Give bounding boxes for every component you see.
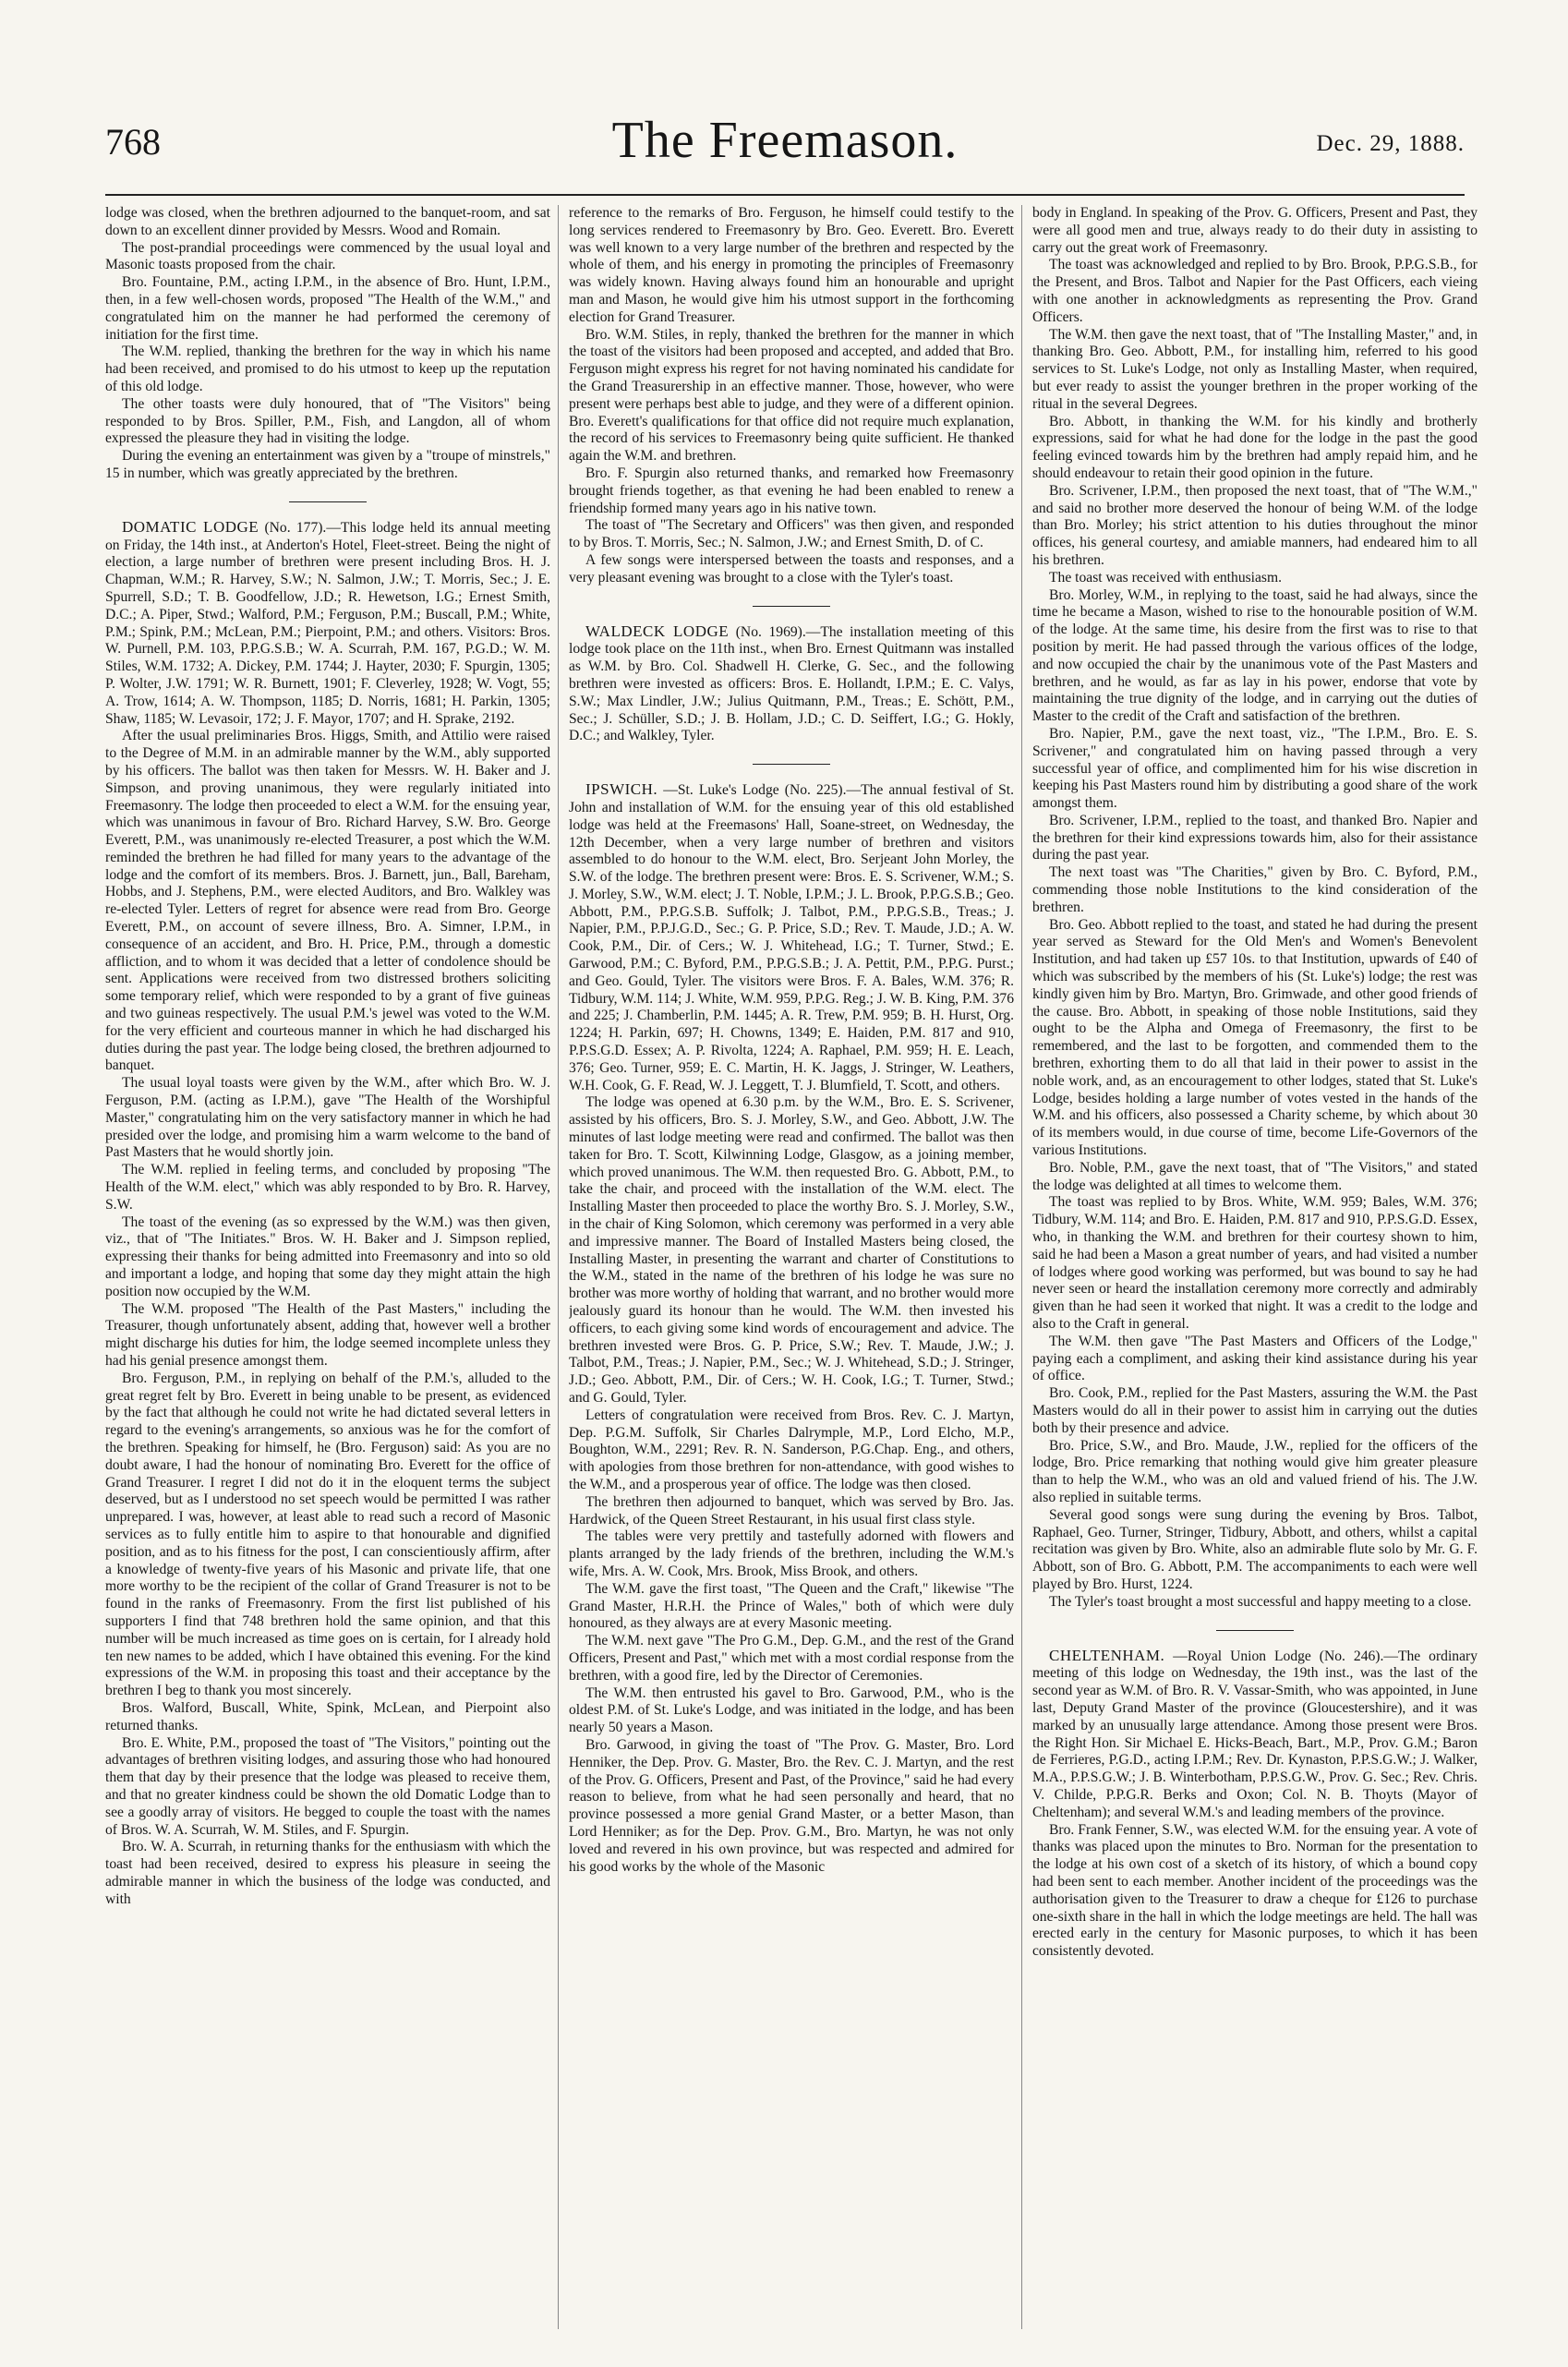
paragraph-text: The toast was replied to by Bros. White, W.M. 959; Bales, W.M. 376; Tidbury, W.M. 114; and Bro. E. Haiden, P.M. 817 and 910, P.P.S.G.D. Essex, who, in thanking the W.M. and brethren for their courtesy shown to him, said he had been a Mason a great number of years, and had visited a number of lodges where good working was performed, but was bound to say he had never seen or heard the installation ceremony more correctly and admirably given than he had seen it worked that night. It was a credit to the lodge and also to the Craft in general. bbox=[1032, 1194, 1478, 1332]
paragraph-text: Bro. Fountaine, P.M., acting I.P.M., in the absence of Bro. Hunt, I.P.M., then, in a few well-chosen words, proposed "The Health of the W.M.," and congratulated him on the manner he had performed the ceremony of initiation for the first time. bbox=[105, 274, 550, 343]
article-paragraph bbox=[105, 1162, 550, 1214]
paragraph-text: Bro. F. Spurgin also returned thanks, and remarked how Freemasonry brought friends together, as that evening he had been enabled to renew a friendship formed many years ago in his native town. bbox=[569, 465, 1014, 516]
article-paragraph bbox=[1032, 1594, 1478, 1612]
article-paragraph bbox=[105, 1214, 550, 1301]
paragraph-text: Bro. Morley, W.M., in replying to the toast, said he had always, since the time he became a Mason, wished to rise to the honourable position of W.M. of the lodge. At the same time, his desire from the first was to rise to that position by merit. He had passed through the various offices of the lodge, and now occupied the chair by the unanimous vote of the Past Masters and brethren, and he would, as far as lay in his power, endorse that vote by maintaining the true dignity of the lodge, and in carrying out the duties of Master to the credit of the Craft and satisfaction of the brethren. bbox=[1032, 586, 1478, 725]
paragraph-text: The toast of "The Secretary and Officers" was then given, and responded to by Bros. T. Morris, Sec.; N. Salmon, J.W.; and Ernest Smith, D. of C. bbox=[569, 517, 1014, 551]
paragraph-text: The W.M. then gave the next toast, that of "The Installing Master," and, in thanking Bro. Geo. Abbott, P.M., for installing him, referred to his good services to St. Luke's Lodge, not only as Installing Master, when required, but ever ready to assist the younger brethren in the proper working of the ritual in the several Degrees. bbox=[1032, 326, 1478, 412]
paragraph-text: Bro. E. White, P.M., proposed the toast of "The Visitors," pointing out the advantages of brethren visiting lodges, and assuring those who had honoured them that day by their presence that the lodge was pleased to receive them, and that no greater kindness could be shown the old Domatic Lodge than to see a goodly array of visitors. He begged to couple the toast with the names of Bros. W. A. Scurrah, W. M. Stiles, and F. Spurgin. bbox=[105, 1734, 550, 1838]
paragraph-text: The W.M. then entrusted his gavel to Bro. Garwood, P.M., who is the oldest P.M. of St. Luke's Lodge, and was initiated in the lodge, and has been nearly 50 years a Mason. bbox=[569, 1685, 1014, 1736]
section-divider bbox=[753, 764, 830, 765]
paragraph-text: Bro. Garwood, in giving the toast of "The Prov. G. Master, Bro. Lord Henniker, the Dep. Prov. G. Master, Bro. the Rev. C. J. Martyn, and the rest of the Prov. G. Officers, Present and Past, of the Province," said he had every reason to believe, from what he had seen personally and heard, that no province possessed a more genial Grand Master, or a better Mason, than Lord Henniker; as for the Dep. Prov. G.M., Bro. Martyn, he was not only loved and revered in his own province, but was respected and admired for his good works by the whole of the Masonic bbox=[569, 1736, 1014, 1875]
article-paragraph bbox=[569, 1407, 1014, 1494]
column-3 bbox=[1032, 205, 1478, 2329]
paragraph-text: The W.M. next gave "The Pro G.M., Dep. G.M., and the rest of the Grand Officers, Present and Past," which met with a most cordial response from the brethren, with a good fire, led by the Director of Ceremonies. bbox=[569, 1633, 1014, 1684]
article-paragraph bbox=[105, 344, 550, 395]
paragraph-text: The Tyler's toast brought a most successful and happy meeting to a close. bbox=[1049, 1593, 1472, 1610]
paragraph-text: Bro. Price, S.W., and Bro. Maude, J.W., replied for the officers of the lodge, Bro. Price remarking that nothing would give him greater pleasure than to help the W.M., who was an old and valued friend of his. The J.W. also replied in suitable terms. bbox=[1032, 1437, 1478, 1505]
article-paragraph bbox=[1032, 205, 1478, 257]
lodge-heading: WALDECK LODGE bbox=[585, 622, 730, 640]
paragraph-text: Bro. Cook, P.M., replied for the Past Masters, assuring the W.M. the Past Masters would do all in their power to assist him in carrying out the duties both by their presence and advice. bbox=[1032, 1385, 1478, 1436]
article-paragraph bbox=[569, 1633, 1014, 1685]
page-number: 768 bbox=[105, 121, 161, 163]
article-paragraph bbox=[1032, 257, 1478, 326]
lodge-heading: DOMATIC LODGE bbox=[122, 517, 259, 536]
paragraph-text: The usual loyal toasts were given by the W.M., after which Bro. W. J. Ferguson, P.M. (acting as I.P.M.), gave "The Health of the Worshipful Master," congratulating him on the very satisfactory manner in which he had presided over the lodge, and promising him a warm welcome to the band of Past Masters that he would shortly join. bbox=[105, 1075, 550, 1161]
article-paragraph bbox=[105, 728, 550, 1075]
column-2 bbox=[569, 205, 1014, 2329]
section-divider bbox=[289, 501, 367, 502]
article-paragraph bbox=[1032, 917, 1478, 1160]
article-paragraph bbox=[1032, 1194, 1478, 1333]
article-paragraph bbox=[1032, 587, 1478, 726]
paragraph-text: The next toast was "The Charities," given by Bro. C. Byford, P.M., commending those noble Institutions to the kind consideration of the brethren. bbox=[1032, 864, 1478, 915]
article-paragraph bbox=[569, 205, 1014, 327]
paragraph-text: The brethren then adjourned to banquet, which was served by Bro. Jas. Hardwick, of the Queen Street Restaurant, in his usual first class style. bbox=[569, 1493, 1014, 1528]
article-paragraph bbox=[105, 448, 550, 483]
article-paragraph bbox=[1032, 864, 1478, 916]
masthead bbox=[105, 111, 1465, 196]
paragraph-text: A few songs were interspersed between the toasts and responses, and a very pleasant evening was brought to a close with the Tyler's toast. bbox=[569, 551, 1014, 586]
issue-date: Dec. 29, 1888. bbox=[1316, 131, 1465, 156]
paragraph-text: Bro. Scrivener, I.P.M., then proposed the next toast, that of "The W.M.," and said no brother more deserved the honour of being W.M. of the lodge than Bro. Morley; his strict attention to his duties throughout the minor offices, his general courtesy, and amiable manners, had endeared him to all his brethren. bbox=[1032, 482, 1478, 568]
paragraph-text: reference to the remarks of Bro. Ferguson, he himself could testify to the long services rendered to Freemasonry by Bro. Geo. Everett. Bro. Everett was well known to a very large number of the brethren and respected by the whole of them, and his energy in promoting the principles of Freemasonry was widely known. Having always found him an honourable and upright man and Mason, he would give him his utmost support in the forthcoming election for Grand Treasurer. bbox=[569, 205, 1014, 325]
article-paragraph bbox=[1032, 1822, 1478, 1961]
newspaper-title: The Freemason. bbox=[611, 112, 959, 169]
article-paragraph bbox=[105, 1735, 550, 1840]
article-lead-paragraph bbox=[1032, 1648, 1478, 1822]
paragraph-text: Bro. Abbott, in thanking the W.M. for his kindly and brotherly expressions, said for what he had done for the lodge in the past the good feeling evinced towards him by the brethren had amply repaid him, and he should endeavour to retain their good opinion in the future. bbox=[1032, 413, 1478, 481]
article-paragraph bbox=[569, 517, 1014, 552]
article-paragraph bbox=[569, 1737, 1014, 1876]
paragraph-text: (No. 1969).—The installation meeting of this lodge took place on the 11th inst., when Bro. Ernest Quitmann was installed as W.M. by Bro. Col. Shadwell H. Clerke, G. Sec., and the following brethren were invested as officers: Bros. E. Hollandt, I.P.M.; E. C. Valys, S.W.; Max Lindler, J.W.; Julius Quitmann, P.M., Treas.; E. Schött, P.M., Sec.; J. Schüller, S.D.; J. B. Hollam, J.D.; C. D. Seiffert, I.G.; G. Hokly, D.C.; and Walkley, Tyler. bbox=[569, 623, 1014, 744]
paragraph-text: Several good songs were sung during the evening by Bros. Talbot, Raphael, Geo. Turner, Stringer, Tidbury, Abbott, and others, whilst a capital recitation was given by Bro. White, also an admirable flute solo by Mr. G. F. Abbott, son of Bro. G. Abbott, P.M. The accompaniments to each were well played by Bro. Hurst, 1224. bbox=[1032, 1506, 1478, 1592]
paragraph-text: The W.M. then gave "The Past Masters and Officers of the Lodge," paying each a compliment, and asking their kind assistance during his year of office. bbox=[1032, 1333, 1478, 1384]
section-divider bbox=[1216, 1630, 1294, 1631]
paragraph-text: The W.M. replied, thanking the brethren for the way in which his name had been received, and promised to do his utmost to keep up the reputation of this old lodge. bbox=[105, 344, 550, 394]
article-paragraph bbox=[569, 1094, 1014, 1407]
paragraph-text: (No. 177).—This lodge held its annual meeting on Friday, the 14th inst., at Anderton's Hotel, Fleet-street. Being the night of election, a large number of brethren were present including Bros. H. J. Chapman, W.M.; R. Harvey, S.W.; N. Salmon, J.W.; T. Morris, Sec.; J. E. Spurrell, S.D.; T. B. Goodfellow, J.D.; R. Hewetson, I.G.; Ernest Smith, D.C.; A. Piper, Stwd.; Walford, P.M.; Ferguson, P.M.; Buscall, P.M.; White, P.M.; Spink, P.M.; McLean, P.M.; Pierpoint, P.M.; and others. Visitors: Bros. W. Purnell, P.M. 103, P.P.G.S.B.; W. A. Scurrah, P.M. 167, P.G.D.; W. M. Stiles, W.M. 1732; A. Dickey, P.M. 1744; J. Hayter, 2030; F. Spurgin, 1305; P. Wolter, J.W. 1791; W. R. Burnett, 1901; F. Cleverley, 1928; W. Vogt, 55; A. Trow, 1614; A. W. Thompson, 1185; D. Norris, 1681; H. Parkin, 1305; Shaw, 1185; W. Levasoir, 172; J. F. Mayor, 1707; and H. Sprake, 2192. bbox=[105, 519, 550, 727]
article-paragraph bbox=[1032, 813, 1478, 864]
paragraph-text: After the usual preliminaries Bros. Higgs, Smith, and Attilio were raised to the Degree of M.M. in an admirable manner by the W.M., ably supported by his officers. The ballot was then taken for Messrs. W. H. Baker and J. Simpson, and proving unanimous, they were regularly initiated into Freemasonry. The lodge then proceeded to elect a W.M. for the ensuing year, which was unanimous in favour of Bro. Richard Harvey, S.W. Bro. George Everett, P.M., was unanimously re-elected Treasurer, a post which the W.M. reminded the brethren he had filled for many years to the advantage of the lodge and the comfort of its members. Bros. J. Barnett, jun., Ball, Bareham, Hobbs, and J. Stephens, P.M., were elected Auditors, and Bro. Walkley was re-elected Tyler. Letters of regret for absence were read from Bro. George Everett, P.M., on account of severe illness, Bro. A. Simner, I.P.M., in consequence of an accident, and Bro. H. Price, P.M., through a domestic affliction, and to whom it was decided that a letter of condolence should be sent. Applications were received from two distressed brothers soliciting some temporary relief, which were responded to by a grant of five guineas and two guineas respectively. The usual P.M.'s jewel was voted to the W.M. for the very efficient and courteous manner in which he had discharged his duties during the past year. The lodge being closed, the brethren adjourned to banquet. bbox=[105, 728, 550, 1074]
paragraph-text: —St. Luke's Lodge (No. 225).—The annual festival of St. John and installation of W.M. for the ensuing year of this old established lodge was held at the Freemasons' Hall, Soane-street, on Wednesday, the 12th December, when a very large number of brethren and visitors assembled to do honour to the W.M. elect, Bro. Serjeant John Morley, the S.W. of the lodge. The brethren present were: Bros. E. S. Scrivener, W.M.; S. J. Morley, S.W., W.M. elect; J. T. Noble, I.P.M.; J. L. Brook, P.P.G.S.B.; Geo. Abbott, P.M., P.P.G.S.B. Suffolk; J. Talbot, P.M., P.P.G.S.B., Treas.; J. Napier, P.M., P.P.J.G.D., Sec.; G. P. Price, S.D.; Rev. T. Maude, J.D.; A. W. Cook, P.M., Dir. of Cers.; W. J. Whitehead, I.G.; T. Turner, Stwd.; E. Garwood, P.M.; C. Byford, P.M., P.P.G.S.B.; J. A. Pettit, P.M., P.P.G. Purst.; and Geo. Gould, Tyler. The visitors were Bros. F. A. Bales, W.M. 376; R. Tidbury, W.M. 114; J. White, W.M. 959, P.P.G. Reg.; J. W. B. King, P.M. 376 and 225; J. Chamberlin, P.M. 1445; A. R. Trew, P.M. 959; B. H. Hurst, Org. 1224; H. Parkin, 697; H. Chowns, 1349; E. Haiden, P.M. 817 and 910, P.P.S.G.D. Essex; A. P. Rivolta, 1224; A. Raphael, P.M. 959; H. E. Leach, 376; Geo. Turner, 959; E. C. Martin, H. K. Jaggs, J. Stringer, W. Leathers, W.H. Cook, G. F. Read, W. J. Leggett, T. J. Blumfield, T. Scott, and others. bbox=[569, 782, 1014, 1093]
article-paragraph bbox=[569, 1581, 1014, 1633]
paragraph-text: The W.M. gave the first toast, "The Queen and the Craft," likewise "The Grand Master, H.R.H. the Prince of Wales," both of which were duly honoured, as they always are at every Masonic meeting. bbox=[569, 1580, 1014, 1632]
article-paragraph bbox=[569, 1494, 1014, 1529]
paragraph-text: The lodge was opened at 6.30 p.m. by the W.M., Bro. E. S. Scrivener, assisted by his officers, Bro. S. J. Morley, S.W., and Geo. Abbott, J.W. The minutes of last lodge meeting were read and confirmed. The ballot was then taken for Bro. T. Scott, Kilwinning Lodge, Glasgow, as a joining member, which proved unanimous. The W.M. then requested Bro. G. Abbott, P.M., to take the chair, and proceed with the installation of the W.M. elect. The Installing Master then proceeded to place the worthy Bro. S. J. Morley, S.W., in the chair of King Solomon, which ceremony was performed in a very able and impressive manner. The Board of Installed Masters being closed, the Installing Master, in presenting the warrant and charter of Constitutions to the W.M., stated in the name of the brethren of his lodge he was sure no brother was more worthy of holding that warrant, and no brother would more jealously guard its honour than he would. The W.M. then invested his officers, to each giving some kind words of encouragement and advice. The brethren invested were Bros. G. P. Price, S.W.; Rev. T. Maude, J.W.; J. Talbot, P.M., Treas.; J. Napier, P.M., Sec.; W. J. Whitehead, S.D.; J. Stringer, J.D.; Geo. Abbott, P.M., Dir. of Cers.; W. H. Cook, I.G.; T. Turner, Stwd.; and G. Gould, Tyler. bbox=[569, 1094, 1014, 1406]
article-paragraph bbox=[105, 1700, 550, 1735]
article-paragraph bbox=[569, 1685, 1014, 1737]
paragraph-text: —Royal Union Lodge (No. 246).—The ordinary meeting of this lodge on Wednesday, the 19th inst., was the last of the second year as W.M. of Bro. R. V. Vassar-Smith, who was appointed, in June last, Deputy Grand Master of the province (Gloucestershire), and it was marked by an unusually large attendance. Among those present were Bros. the Right Hon. Sir Michael E. Hicks-Beach, Bart., M.P., Prov. G.M.; Baron de Ferrieres, P.G.D., acting I.P.M.; Rev. Dr. Kynaston, P.P.S.G.W.; J. Walker, M.A., P.P.S.G.W.; J. B. Winterbotham, P.P.S.G.W., Prov. G. Sec.; Rev. Chris. V. Childe, P.P.G.R. Berks and Oxon; Col. N. B. Thoyts (Mayor of Cheltenham); and several W.M.'s and leading members of the province. bbox=[1032, 1648, 1478, 1820]
column-1 bbox=[105, 205, 550, 2329]
paragraph-text: body in England. In speaking of the Prov. G. Officers, Present and Past, they were all good men and true, always ready to do their duty in assisting to carry out the great work of Freemasonry. bbox=[1032, 205, 1478, 256]
paragraph-text: The W.M. proposed "The Health of the Past Masters," including the Treasurer, though unfortunately absent, adding that, however well a brother might discharge his duties for him, the lodge seemed incomplete unless they had his genial presence amongst them. bbox=[105, 1300, 550, 1369]
paragraph-text: The post-prandial proceedings were commenced by the usual loyal and Masonic toasts proposed from the chair. bbox=[105, 239, 550, 273]
article-paragraph bbox=[105, 1839, 550, 1908]
article-lead-paragraph bbox=[569, 781, 1014, 1094]
article-paragraph bbox=[105, 1371, 550, 1700]
paragraph-text: During the evening an entertainment was given by a "troupe of minstrels," 15 in number, which was greatly appreciated by the brethren. bbox=[105, 448, 550, 481]
paragraph-text: Bros. Walford, Buscall, White, Spink, McLean, and Pierpoint also returned thanks. bbox=[105, 1699, 550, 1733]
paragraph-text: Bro. Frank Fenner, S.W., was elected W.M. for the ensuing year. A vote of thanks was placed upon the minutes to Bro. Norman for the presentation to the lodge at his own cost of a sketch of its history, of which a bound copy had been sent to each member. Another incident of the proceedings was the authorisation given to the Treasurer to draw a cheque for £126 to purchase one-sixth share in the hall in which the lodge meetings are held. The hall was erected early in the century for Masonic purposes, to which it has been consistently devoted. bbox=[1032, 1821, 1478, 1960]
article-paragraph bbox=[1032, 1385, 1478, 1437]
article-paragraph bbox=[105, 1075, 550, 1162]
article-lead-paragraph bbox=[569, 623, 1014, 746]
paragraph-text: The toast was acknowledged and replied to by Bro. Brook, P.P.G.S.B., for the Present, and Bros. Talbot and Napier for the Past Officers, each vieing with one another in acknowledgments as representing the Prov. Grand Officers. bbox=[1032, 257, 1478, 325]
article-paragraph bbox=[105, 396, 550, 448]
paragraph-text: Letters of congratulation were received from Bros. Rev. C. J. Martyn, Dep. P.G.M. Suffolk, Sir Charles Dalrymple, M.P., Lord Elcho, M.P., Boughton, W.M., 2291; Rev. R. N. Sanderson, P.G.Chap. Eng., and others, with apologies from those brethren for non-attendance, with good wishes to the W.M., and a prosperous year of office. The lodge was then closed. bbox=[569, 1407, 1014, 1492]
paragraph-text: The other toasts were duly honoured, that of "The Visitors" being responded to by Bros. Spiller, P.M., Fish, and Langdon, all of whom expressed the pleasure they had in visiting the lodge. bbox=[105, 395, 550, 447]
article-paragraph bbox=[105, 205, 550, 240]
article-paragraph bbox=[1032, 1507, 1478, 1594]
article-paragraph bbox=[569, 327, 1014, 465]
lodge-heading: IPSWICH. bbox=[585, 780, 658, 799]
paragraph-text: The toast was received with enthusiasm. bbox=[1049, 569, 1283, 586]
article-paragraph bbox=[569, 552, 1014, 587]
paragraph-text: lodge was closed, when the brethren adjourned to the banquet-room, and sat down to an excellent dinner provided by Messrs. Wood and Romain. bbox=[105, 205, 550, 238]
lodge-heading: CHELTENHAM. bbox=[1049, 1646, 1165, 1664]
paragraph-text: The toast of the evening (as so expressed by the W.M.) was then given, viz., that of "The Initiates." Bros. W. H. Baker and J. Simpson replied, expressing their thanks for being admitted into Freemasonry and into so old and important a lodge, and hoping that some day they might attain the high position now occupied by the W.M. bbox=[105, 1214, 550, 1299]
paragraph-text: Bro. Scrivener, I.P.M., replied to the toast, and thanked Bro. Napier and the brethren for their kind expressions towards him, also for their assistance during the past year. bbox=[1032, 812, 1478, 863]
article-paragraph bbox=[1032, 570, 1478, 587]
article-paragraph bbox=[1032, 327, 1478, 414]
article-paragraph bbox=[1032, 414, 1478, 483]
article-paragraph bbox=[105, 1301, 550, 1371]
article-paragraph bbox=[1032, 483, 1478, 570]
paragraph-text: The W.M. replied in feeling terms, and concluded by proposing "The Health of the W.M. elect," which was ably responded to by Bro. R. Harvey, S.W. bbox=[105, 1162, 550, 1213]
section-divider bbox=[753, 606, 830, 607]
paragraph-text: Bro. W.M. Stiles, in reply, thanked the brethren for the manner in which the toast of the visitors had been proposed and accepted, and added that Bro. Ferguson might express his regret for not having nominated his candidate for the Grand Treasurership in an effective manner. Those, however, who were present were perhaps best able to judge, and they were of a different opinion. Bro. Everett's qualifications for that office did not require much explanation, the record of his services to Freemasonry being quite sufficient. He thanked again the W.M. and brethren. bbox=[569, 326, 1014, 465]
article-paragraph bbox=[105, 240, 550, 275]
paragraph-text: Bro. Noble, P.M., gave the next toast, that of "The Visitors," and stated the lodge was delighted at all times to welcome them. bbox=[1032, 1159, 1478, 1193]
article-paragraph bbox=[569, 465, 1014, 517]
article-lead-paragraph bbox=[105, 519, 550, 729]
column-divider bbox=[1021, 205, 1022, 2329]
paragraph-text: The tables were very prettily and tastefully adorned with flowers and plants arranged by the lady friends of the brethren, including the W.M.'s wife, Mrs. A. W. Cook, Mrs. Brook, Miss Brook, and others. bbox=[569, 1528, 1014, 1579]
article-paragraph bbox=[1032, 1438, 1478, 1507]
article-paragraph bbox=[1032, 726, 1478, 813]
column-divider bbox=[558, 205, 559, 2329]
paragraph-text: Bro. Ferguson, P.M., in replying on behalf of the P.M.'s, alluded to the great regret felt by Bro. Everett in being unable to be present, as evidenced by the fact that although he could not write he had dictated several letters in regard to the evening's arrangements, so anxious was he for the comfort of the brethren. Speaking for himself, he (Bro. Ferguson) said: As you are no doubt aware, I had the honour of nominating Bro. Everett for the office of Grand Treasurer. I regret I did not do it in the eloquent terms the subject deserved, but as I understood no set speech would be permitted I was rather unprepared. I was, however, at least able to read such a record of Masonic services as to fully entitle him to aspire to that honourable and dignified position, and as to his fitness for the post, I can conscientiously affirm, after a knowledge of twenty-five years of his Masonic and private life, that one more worthy to be the recipient of the collar of Grand Treasurer is not to be found in the ranks of Freemasonry. From the first list published of his supporters I find that 748 brethren hold the same opinion, and that this number will be much increased as time goes on is certain, for I already hold ten new names to be added, which I have obtained this evening. For the kind expressions of the W.M. in proposing this toast and their acceptance by the brethren I beg to thank you most sincerely. bbox=[105, 1370, 550, 1699]
paragraph-text: Bro. W. A. Scurrah, in returning thanks for the enthusiasm with which the toast had been received, desired to express his pleasure in seeing the admirable manner in which the business of the lodge was conducted, and with bbox=[105, 1839, 550, 1907]
article-paragraph bbox=[105, 274, 550, 344]
paragraph-text: Bro. Geo. Abbott replied to the toast, and stated he had during the present year served as Steward for the Old Men's and Women's Benevolent Institution, and had taken up £57 10s. to that Institution, upwards of £40 of which was subscribed by the members of his (St. Luke's) lodge; the rest was kindly given him by Bro. Martyn, Bro. Grimwade, and other good friends of the cause. Bro. Abbott, in speaking of those noble Institutions, said they ought to be the Alpha and Omega of Freemasonry, the first to be remembered, and the last to be forgotten, and commended them to the brethren, exhorting them to do all that laid in their power to assist in the noble work, and, as an encouragement to other lodges, stated that St. Luke's Lodge, besides holding a large number of votes vested in the hands of the W.M. and his officers, also possessed a Charity scheme, by which about 30 of its members would, in due course of time, become Life-Governors of the various Institutions. bbox=[1032, 916, 1478, 1159]
article-paragraph bbox=[1032, 1160, 1478, 1195]
article-paragraph bbox=[569, 1528, 1014, 1580]
paragraph-text: Bro. Napier, P.M., gave the next toast, viz., "The I.P.M., Bro. E. S. Scrivener," and congratulated him on having passed through a very successful year of office, and complimented him for his wise discretion in keeping his Past Masters round him by distributing a good share of the work amongst them. bbox=[1032, 725, 1478, 812]
article-paragraph bbox=[1032, 1334, 1478, 1385]
